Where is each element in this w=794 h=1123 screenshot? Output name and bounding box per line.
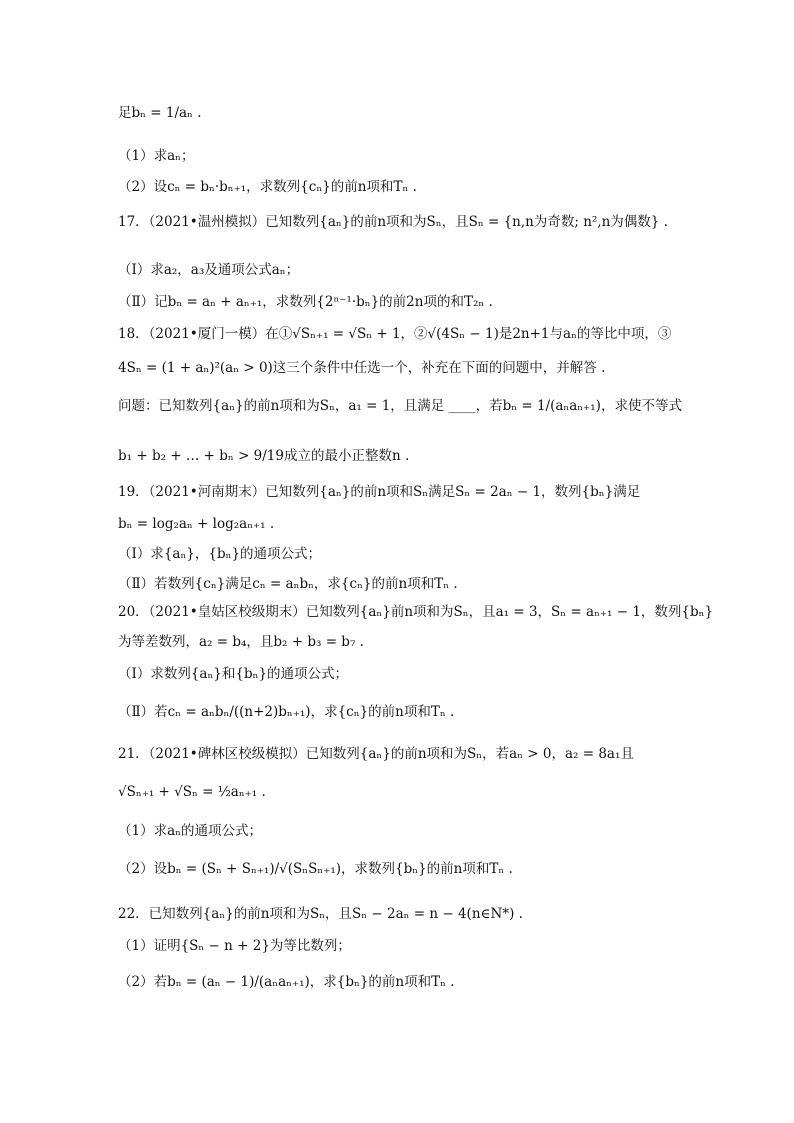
line-l10: b₁ + b₂ + … + bₙ > 9/19成立的最小正整数n . <box>118 448 410 464</box>
line-l20: √Sₙ₊₁ + √Sₙ = ½aₙ₊₁ . <box>118 784 266 800</box>
line-l01: 足bₙ = 1/aₙ . <box>118 105 202 121</box>
line-l19: 21．（2021•碑林区校级模拟）已知数列{aₙ}的前n项和为Sₙ，若aₙ > 0，a₂ = 8a₁且 <box>118 746 634 762</box>
line-l07: 18．（2021•厦门一模）在①√Sₙ₊₁ = √Sₙ + 1，②√(4Sₙ − 1)是2n+1与aₙ的等比中项，③ <box>118 326 672 342</box>
line-l17: （Ⅰ）求数列{aₙ}和{bₙ}的通项公式； <box>118 666 349 682</box>
line-l15: 20．（2021•皇姑区校级期末）已知数列{aₙ}前n项和为Sₙ，且a₁ = 3，Sₙ = aₙ₊₁ − 1，数列{bₙ} <box>118 604 714 620</box>
line-l18: （Ⅱ）若cₙ = aₙbₙ/((n+2)bₙ₊₁)，求{cₙ}的前n项和Tₙ . <box>118 704 455 720</box>
line-l25: （2）若bₙ = (aₙ − 1)/(aₙaₙ₊₁)，求{bₙ}的前n项和Tₙ . <box>118 974 455 990</box>
line-l21: （1）求aₙ的通项公式； <box>118 823 262 839</box>
line-l14: （Ⅱ）若数列{cₙ}满足cₙ = aₙbₙ，求{cₙ}的前n项和Tₙ . <box>118 576 458 592</box>
line-l08: 4Sₙ = (1 + aₙ)²(aₙ > 0)这三个条件中任选一个，补充在下面的问题中，并解答 . <box>118 360 606 376</box>
line-l04: 17．（2021•温州模拟）已知数列{aₙ}的前n项和为Sₙ，且Sₙ = {n,n为奇数; n²,n为偶数} . <box>118 214 668 230</box>
line-l02: （1）求aₙ； <box>118 148 195 164</box>
line-l24: （1）证明{Sₙ − n + 2}为等比数列； <box>118 938 351 954</box>
line-l13: （Ⅰ）求{aₙ}，{bₙ}的通项公式； <box>118 546 322 562</box>
line-l22: （2）设bₙ = (Sₙ + Sₙ₊₁)/√(SₙSₙ₊₁)，求数列{bₙ}的前n项和Tₙ . <box>118 861 513 877</box>
line-l09: 问题：已知数列{aₙ}的前n项和为Sₙ，a₁ = 1，且满足 ____，若bₙ = 1/(aₙaₙ₊₁)，求使不等式 <box>118 398 682 414</box>
line-l05: （Ⅰ）求a₂，a₃及通项公式aₙ； <box>118 262 300 278</box>
line-l12: bₙ = log₂aₙ + log₂aₙ₊₁ . <box>118 516 275 532</box>
line-l16: 为等差数列，a₂ = b₄，且b₂ + b₃ = b₇ . <box>118 634 364 650</box>
line-l11: 19．（2021•河南期末）已知数列{aₙ}的前n项和Sₙ满足Sₙ = 2aₙ − 1，数列{bₙ}满足 <box>118 484 641 500</box>
line-l06: （Ⅱ）记bₙ = aₙ + aₙ₊₁，求数列{2ⁿ⁻¹·bₙ}的前2n项的和T₂ₙ . <box>118 294 493 310</box>
line-l03: （2）设cₙ = bₙ·bₙ₊₁，求数列{cₙ}的前n项和Tₙ . <box>118 179 417 195</box>
line-l23: 22．已知数列{aₙ}的前n项和为Sₙ，且Sₙ − 2aₙ = n − 4(n∈N*) . <box>118 906 523 922</box>
